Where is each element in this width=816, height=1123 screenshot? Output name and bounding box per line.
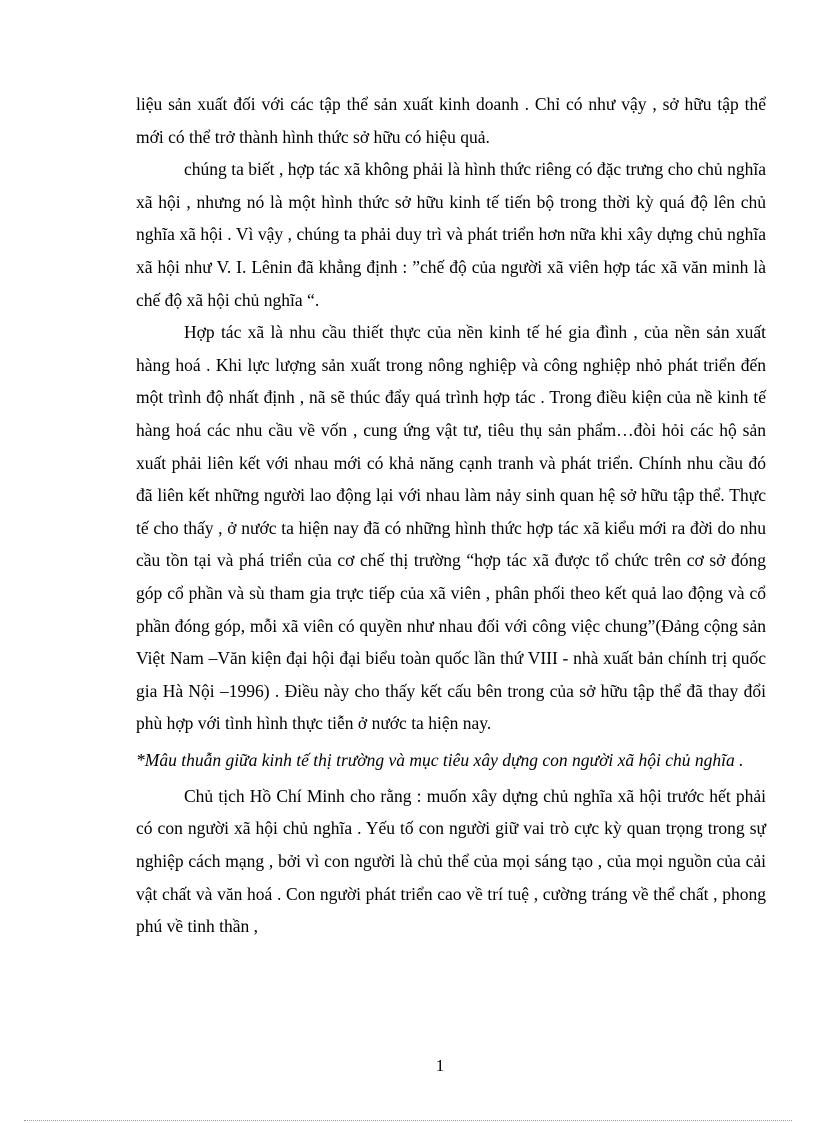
footer-divider	[24, 1120, 792, 1121]
page-number: 1	[435, 1056, 445, 1075]
paragraph-cooperative-form: chúng ta biết , hợp tác xã không phải là hình thức riêng có đặc trưng cho chủ nghĩa xã hội , nhưng nó là một hình thức sở hữu kinh tế tiến bộ trong thời kỳ quá độ lên chủ nghĩa xã hội . Vì vậy , chúng ta phải duy trì và phát triển hơn nữa khi xây dựng chủ nghĩa xã hội như V. I. Lênin đã khẳng định : ”chế độ của người xã viên hợp tác xã văn minh là chế độ xã hội chủ nghĩa “.	[136, 159, 766, 310]
paragraph-continuation: liệu sản xuất đối với các tập thể sản xuất kinh doanh . Chỉ có như vậy , sở hữu tập thể mới có thể trở thành hình thức sở hữu có hiệu quả.	[136, 94, 766, 147]
section-heading-contradiction: *Mâu thuẫn giữa kinh tế thị trường và mục tiêu xây dựng con người xã hội chủ nghĩa .	[136, 749, 744, 770]
paragraph-cooperative-need: Hợp tác xã là nhu cầu thiết thực của nền kinh tế hé gia đình , của nền sản xuất hàng hoá . Khi lực lượng sản xuất trong nông nghiệp và công nghiệp nhỏ phát triển đến một trình độ nhất định , nã sẽ thúc đẩy quá trình hợp tác . Trong điều kiện của nề kinh tế hàng hoá các nhu cầu về vốn , cung ứng vật tư, tiêu thụ sản phẩm…đòi hỏi các hộ sản xuất phải liên kết với nhau mới có khả năng cạnh tranh và phát triển. Chính nhu cầu đó đã liên kết những người lao động lại với nhau làm nảy sinh quan hệ sở hữu tập thể. Thực tế cho thấy , ở nước ta hiện nay đã có những hình thức hợp tác xã kiểu mới ra đời do nhu cầu tồn tại và phá triển của cơ chế thị trường “hợp tác xã được tổ chức trên cơ sở đóng góp cổ phần và sù tham gia trực tiếp của xã viên , phân phối theo kết quả lao động và cổ phần đóng góp, mỗi xã viên có quyền như nhau đối với công việc chung”(Đảng cộng sản Việt Nam –Văn kiện đại hội đại biểu toàn quốc lần thứ VIII - nhà xuất bản chính trị quốc gia Hà Nội –1996) . Điều này cho thấy kết cấu bên trong của sở hữu tập thể đã thay đổi phù hợp với tình hình thực tiễn ở nước ta hiện nay.	[136, 322, 766, 734]
body-text	[136, 88, 766, 943]
paragraph-ho-chi-minh: Chủ tịch Hồ Chí Minh cho rằng : muốn xây dựng chủ nghĩa xã hội trước hết phải có con người xã hội chủ nghĩa . Yếu tố con người giữ vai trò cực kỳ quan trọng trong sự nghiệp cách mạng , bởi vì con người là chủ thể của mọi sáng tạo , của mọi nguồn của cải vật chất và văn hoá . Con người phát triển cao về trí tuệ , cường tráng về thể chất , phong phú về tinh thần ,	[136, 785, 766, 937]
